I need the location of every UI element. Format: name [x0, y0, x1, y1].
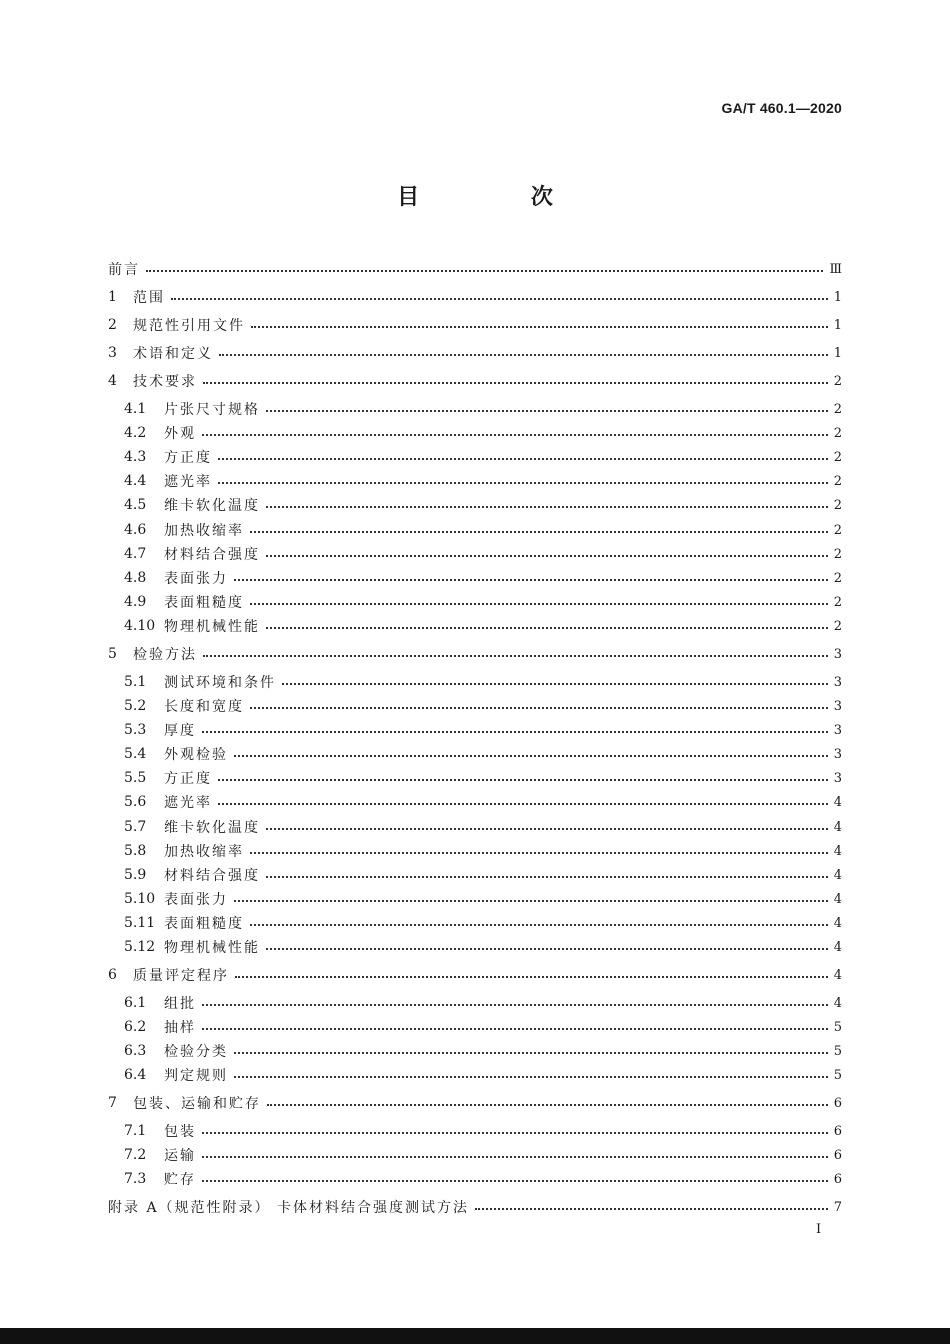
toc-entry-page: 3	[833, 746, 842, 762]
dot-leader	[475, 1208, 828, 1210]
toc-entry[interactable]	[108, 993, 842, 1013]
toc-entry-page: 2	[833, 546, 842, 562]
toc-entry-number: 5.4	[124, 746, 147, 762]
dot-leader	[250, 852, 828, 854]
toc-entry[interactable]	[108, 744, 842, 764]
toc-entry-page: 4	[833, 794, 842, 810]
toc-entry-label: 遮光率	[164, 474, 212, 490]
dot-leader	[234, 755, 828, 757]
toc-entry-label: 遮光率	[164, 795, 212, 811]
toc-entry-page: 1	[833, 317, 842, 333]
toc-entry-page: 2	[833, 594, 842, 610]
toc-entry-label: 片张尺寸规格	[164, 402, 260, 418]
toc-entry[interactable]	[108, 965, 842, 985]
toc-entry[interactable]	[108, 287, 842, 307]
toc-entry-label: 加热收缩率	[164, 523, 244, 539]
toc-entry-number: 4	[108, 373, 117, 389]
toc-entry-label: 包装	[164, 1124, 196, 1140]
toc-entry-page: 3	[833, 722, 842, 738]
toc-entry-number: 4.5	[124, 497, 147, 513]
toc-entry-label: 厚度	[164, 723, 196, 739]
toc-entry-number: 7.2	[124, 1147, 147, 1163]
dot-leader	[250, 531, 828, 533]
toc-entry-page: 6	[833, 1123, 842, 1139]
toc-entry-page: 3	[833, 770, 842, 786]
toc-entry[interactable]	[108, 520, 842, 540]
toc-entry[interactable]	[108, 371, 842, 391]
toc-entry[interactable]	[108, 672, 842, 692]
toc-entry-page: 6	[833, 1171, 842, 1187]
toc-entry-number: 5.1	[124, 674, 147, 690]
toc-entry-page: 4	[833, 867, 842, 883]
toc-entry-page: 2	[833, 618, 842, 634]
toc-entry[interactable]	[108, 937, 842, 957]
toc-entry-page: 1	[833, 345, 842, 361]
toc-entry[interactable]	[108, 1169, 842, 1189]
toc-entry[interactable]	[108, 423, 842, 443]
toc-entry[interactable]	[108, 1065, 842, 1085]
bottom-border	[0, 1328, 950, 1344]
toc-entry[interactable]	[108, 1121, 842, 1141]
toc-entry-label: 外观	[164, 426, 196, 442]
toc-entry-number: 5	[108, 646, 117, 662]
toc-entry-label: 方正度	[164, 450, 212, 466]
toc-entry-label: 技术要求	[133, 374, 197, 390]
toc-entry[interactable]	[108, 720, 842, 740]
dot-leader	[250, 707, 828, 709]
toc-entry[interactable]	[108, 1041, 842, 1061]
dot-leader	[203, 655, 828, 657]
toc-entry-label: 表面张力	[164, 571, 228, 587]
toc-entry-page: 1	[833, 289, 842, 305]
toc-entry-label: 外观检验	[164, 747, 228, 763]
dot-leader	[266, 627, 828, 629]
toc-entry-label: 测试环境和条件	[164, 675, 276, 691]
toc-entry-page: 4	[833, 939, 842, 955]
toc-entry-label: 术语和定义	[133, 346, 213, 362]
toc-entry-page: 2	[833, 570, 842, 586]
toc-entry-page: 2	[833, 425, 842, 441]
dot-leader	[234, 1076, 828, 1078]
dot-leader	[202, 1004, 828, 1006]
dot-leader	[203, 382, 828, 384]
toc-entry-label: 表面张力	[164, 892, 228, 908]
toc-entry[interactable]	[108, 568, 842, 588]
toc-entry-page: 4	[833, 915, 842, 931]
toc-entry[interactable]	[108, 447, 842, 467]
toc-entry-page: 2	[833, 449, 842, 465]
dot-leader	[266, 506, 828, 508]
toc-entry-page: 3	[833, 674, 842, 690]
dot-leader	[234, 1052, 828, 1054]
toc-entry[interactable]	[108, 768, 842, 788]
toc-entry-number: 6.4	[124, 1067, 147, 1083]
toc-entry-number: 5.6	[124, 794, 147, 810]
toc-entry-label: 材料结合强度	[164, 868, 260, 884]
dot-leader	[202, 1132, 828, 1134]
toc-entry-label: 检验方法	[133, 647, 197, 663]
dot-leader	[267, 1104, 828, 1106]
toc-entry[interactable]	[108, 315, 842, 335]
toc-entry-number: 4.6	[124, 522, 147, 538]
toc-entry-number: 4.3	[124, 449, 147, 465]
toc-entry-number: 6.2	[124, 1019, 147, 1035]
toc-title: 目 次	[397, 185, 605, 210]
toc-entry-number: 4.9	[124, 594, 147, 610]
toc-entry-label: 质量评定程序	[133, 968, 229, 984]
toc-entry-label: 包装、运输和贮存	[133, 1096, 261, 1112]
toc-entry[interactable]	[108, 544, 842, 564]
dot-leader	[202, 1156, 828, 1158]
toc-entry-number: 4.8	[124, 570, 147, 586]
toc-entry-number: 5.2	[124, 698, 147, 714]
toc-entry-number: 5.8	[124, 843, 147, 859]
dot-leader	[234, 900, 828, 902]
toc-entry-page: 2	[833, 522, 842, 538]
toc-entry-label: 判定规则	[164, 1068, 228, 1084]
toc-entry-page: 7	[833, 1199, 842, 1215]
dot-leader	[234, 579, 828, 581]
dot-leader	[235, 976, 828, 978]
toc-entry-number: 5.5	[124, 770, 147, 786]
toc-entry-page: 2	[833, 473, 842, 489]
toc-entry-label: 材料结合强度	[164, 547, 260, 563]
toc-entry-number: 5.11	[124, 915, 156, 931]
dot-leader	[218, 779, 828, 781]
toc-entry-number: 6.1	[124, 995, 147, 1011]
toc-entry-page: 4	[833, 843, 842, 859]
toc-entry[interactable]	[108, 913, 842, 933]
toc-entry-number: 3	[108, 345, 117, 361]
toc-entry-number: 5.10	[124, 891, 156, 907]
toc-entry-number: 5.9	[124, 867, 147, 883]
toc-entry-number: 7	[108, 1095, 117, 1111]
toc-entry[interactable]	[108, 259, 842, 279]
dot-leader	[202, 1028, 828, 1030]
dot-leader	[266, 876, 828, 878]
dot-leader	[266, 410, 828, 412]
toc-entry[interactable]	[108, 696, 842, 716]
toc-entry-page: 3	[833, 646, 842, 662]
standard-number: GA/T 460.1—2020	[721, 100, 842, 116]
dot-leader	[202, 1180, 828, 1182]
dot-leader	[171, 298, 828, 300]
toc-entry-page: 5	[833, 1043, 842, 1059]
toc-entry[interactable]	[108, 616, 842, 636]
toc-entry[interactable]	[108, 343, 842, 363]
dot-leader	[250, 924, 828, 926]
toc-entry-label: 方正度	[164, 771, 212, 787]
dot-leader	[218, 482, 828, 484]
toc-entry-number: 4.7	[124, 546, 147, 562]
toc-entry-number: 4.10	[124, 618, 156, 634]
toc-entry-number: 4.4	[124, 473, 147, 489]
toc-entry[interactable]	[108, 644, 842, 664]
toc-entry-label: 检验分类	[164, 1044, 228, 1060]
toc-entry-page: Ⅲ	[829, 261, 842, 277]
toc-entry[interactable]	[108, 792, 842, 812]
toc-entry-page: 6	[833, 1095, 842, 1111]
dot-leader	[266, 948, 828, 950]
toc-entry-label: 表面粗糙度	[164, 916, 244, 932]
toc-entry-number: 6	[108, 967, 117, 983]
dot-leader	[266, 828, 828, 830]
toc-entry[interactable]	[108, 592, 842, 612]
toc-entry-page: 5	[833, 1067, 842, 1083]
toc-entry-page: 3	[833, 698, 842, 714]
toc-entry-label: 表面粗糙度	[164, 595, 244, 611]
toc-entry-page: 2	[833, 401, 842, 417]
toc-entry-page: 6	[833, 1147, 842, 1163]
toc-entry[interactable]	[108, 1017, 842, 1037]
toc-entry-number: 4.2	[124, 425, 147, 441]
toc-entry-label: 物理机械性能	[164, 619, 260, 635]
toc-entry-number: 4.1	[124, 401, 147, 417]
toc-entry-label: 长度和宽度	[164, 699, 244, 715]
toc-entry-label: 附录 A（规范性附录） 卡体材料结合强度测试方法	[108, 1200, 470, 1216]
dot-leader	[282, 683, 828, 685]
toc-entry[interactable]	[108, 1197, 842, 1217]
toc-entry-label: 加热收缩率	[164, 844, 244, 860]
toc-entry-label: 运输	[164, 1148, 196, 1164]
dot-leader	[218, 803, 828, 805]
toc-entry-number: 6.3	[124, 1043, 147, 1059]
toc-entry-page: 4	[833, 891, 842, 907]
toc-entry-label: 贮存	[164, 1172, 196, 1188]
toc-entry[interactable]	[108, 495, 842, 515]
toc-entry-label: 抽样	[164, 1020, 196, 1036]
toc-entry[interactable]	[108, 1093, 842, 1113]
toc-entry-page: 2	[833, 373, 842, 389]
toc-entry-number: 2	[108, 317, 117, 333]
toc-entry-page: 4	[833, 819, 842, 835]
toc-entry-number: 7.1	[124, 1123, 147, 1139]
dot-leader	[219, 354, 828, 356]
toc-entry-label: 前言	[108, 262, 140, 278]
toc-entry-number: 7.3	[124, 1171, 147, 1187]
toc-entry-page: 4	[833, 995, 842, 1011]
dot-leader	[251, 326, 828, 328]
page-folio: I	[816, 1222, 822, 1237]
dot-leader	[218, 458, 828, 460]
toc-entry-label: 规范性引用文件	[133, 318, 245, 334]
toc-entry[interactable]	[108, 399, 842, 419]
toc-entry-label: 范围	[133, 290, 165, 306]
toc-entry[interactable]	[108, 865, 842, 885]
toc-entry-number: 5.7	[124, 819, 147, 835]
dot-leader	[266, 555, 828, 557]
toc-entry-label: 维卡软化温度	[164, 820, 260, 836]
dot-leader	[202, 731, 828, 733]
toc-entry-label: 物理机械性能	[164, 940, 260, 956]
toc-entry[interactable]	[108, 841, 842, 861]
toc-entry-number: 5.3	[124, 722, 147, 738]
toc-entry[interactable]	[108, 471, 842, 491]
dot-leader	[202, 434, 828, 436]
toc-entry-page: 2	[833, 497, 842, 513]
toc-entry-number: 1	[108, 289, 117, 305]
toc-entry-page: 4	[833, 967, 842, 983]
toc-entry-label: 维卡软化温度	[164, 498, 260, 514]
toc-entry-label: 组批	[164, 996, 196, 1012]
toc-entry[interactable]	[108, 889, 842, 909]
toc-entry[interactable]	[108, 817, 842, 837]
dot-leader	[146, 270, 823, 272]
toc-entry-number: 5.12	[124, 939, 156, 955]
dot-leader	[250, 603, 828, 605]
toc-entry[interactable]	[108, 1145, 842, 1165]
toc-entry-page: 5	[833, 1019, 842, 1035]
